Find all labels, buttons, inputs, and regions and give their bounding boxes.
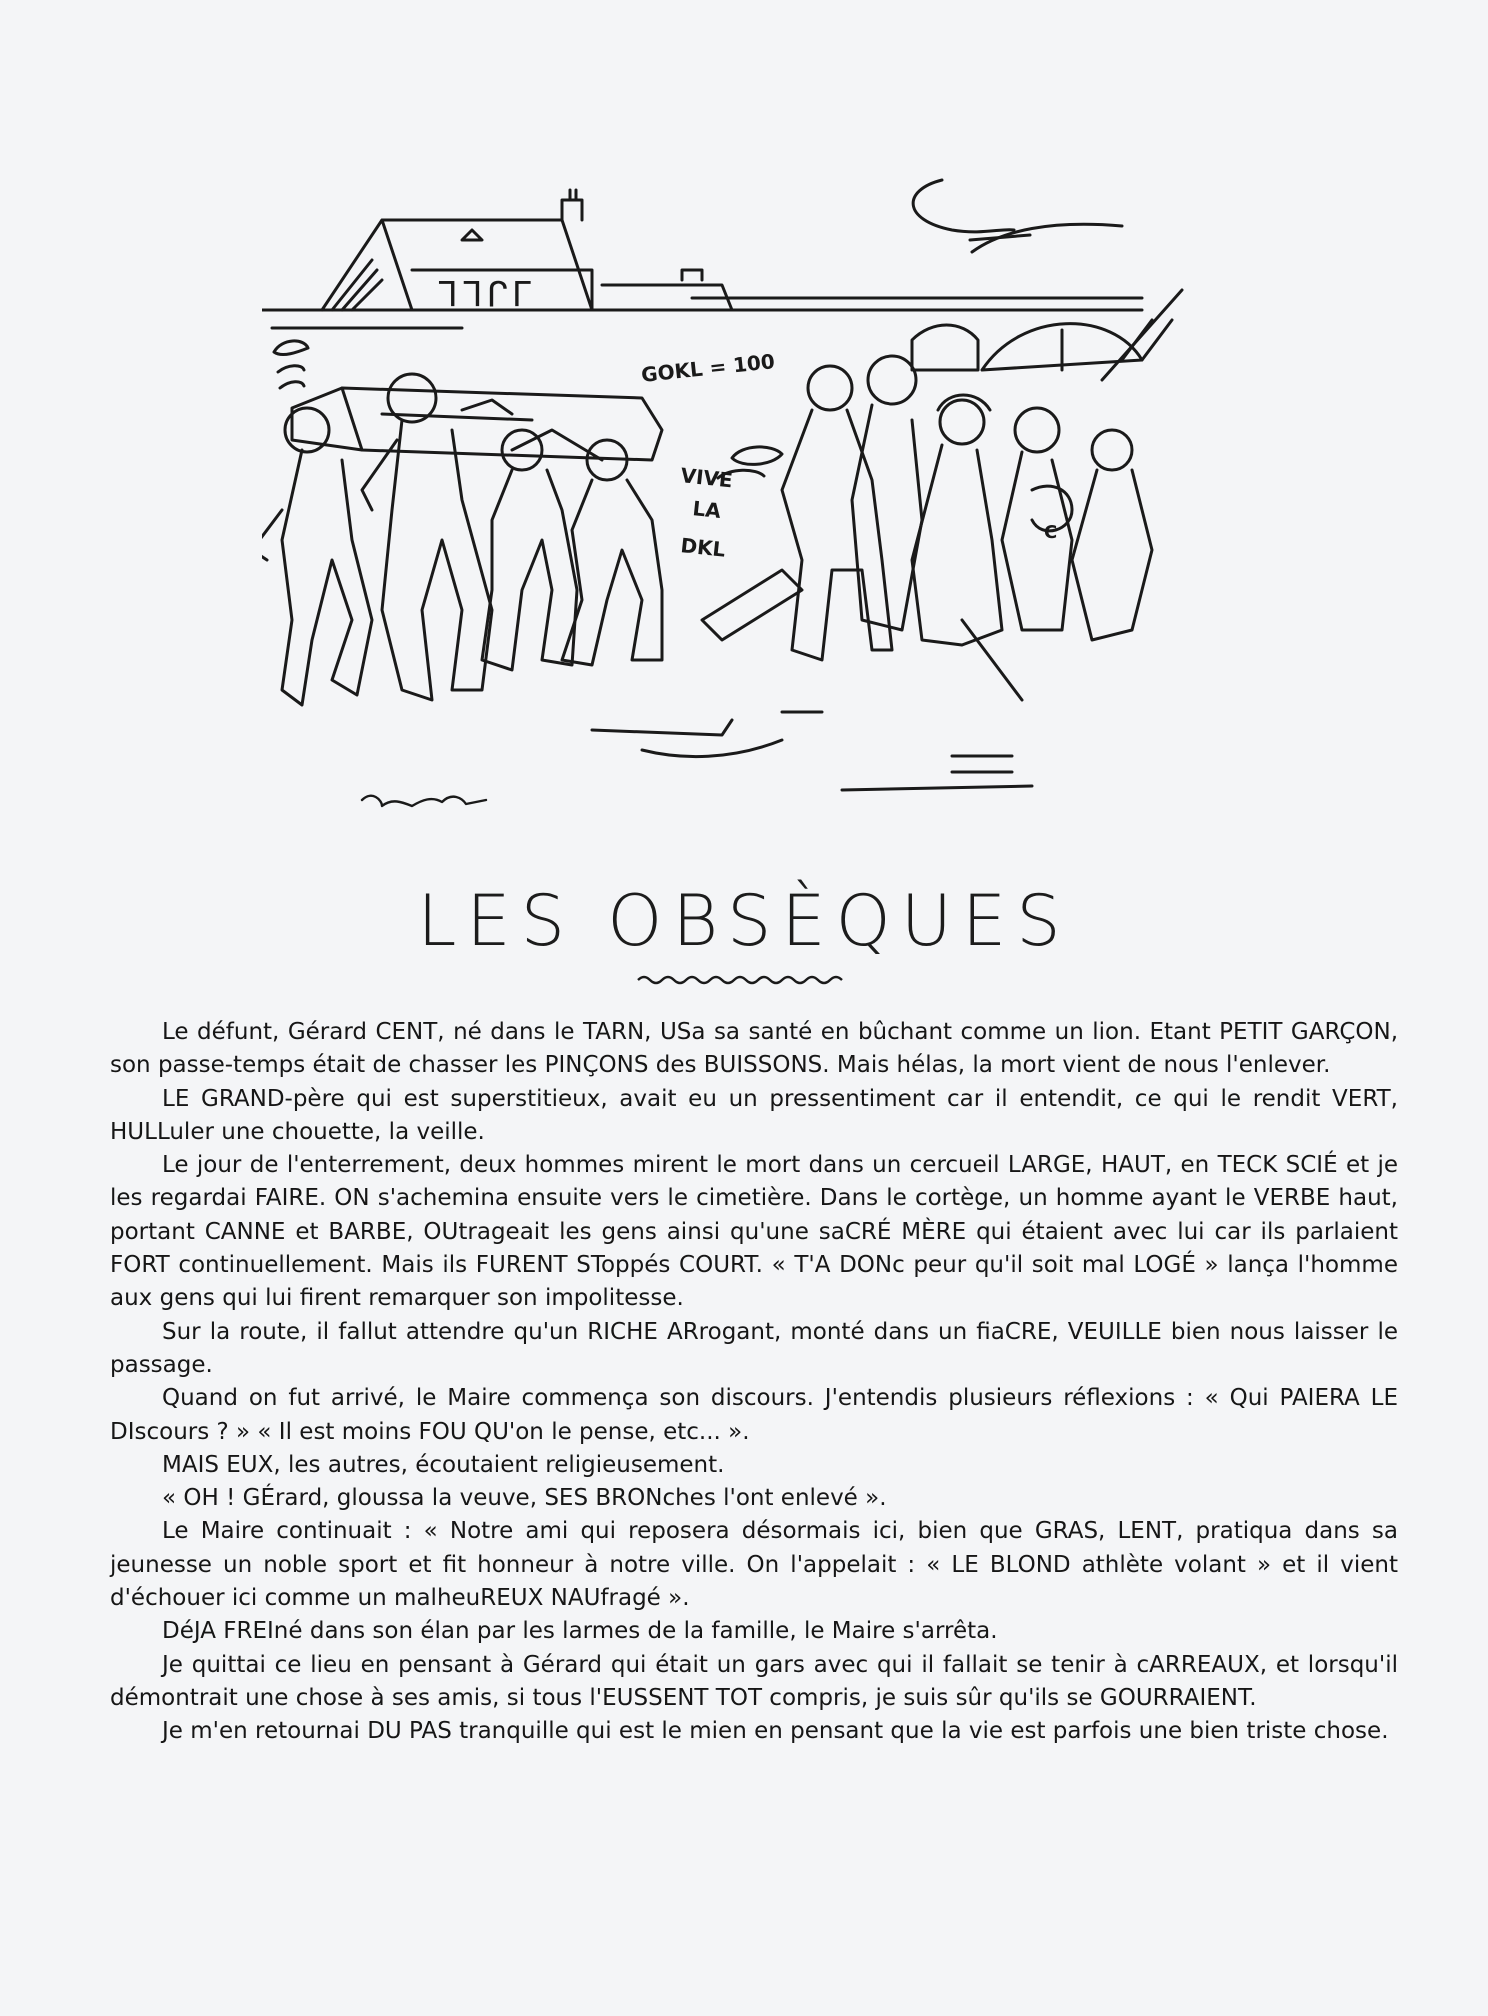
paragraph: Sur la route, il fallut attendre qu'un RICHE ARrogant, monté dans un fiaCRE, VEUILLE bien nous laisser le passage. [110, 1318, 1398, 1378]
house-sign: ᒣᒣᒋᒥ [437, 275, 535, 315]
coffin-drawing [292, 388, 662, 460]
paragraph: Je m'en retournai DU PAS tranquille qui est le mien en pensant que la vie est parfois une bien triste chose. [162, 1718, 1389, 1745]
paragraph: LE GRAND-père qui est superstitieux, avait eu un pressentiment car il entendit, ce qui le rendit VERT, HULLuler une chouette, la veille. [110, 1085, 1398, 1145]
paragraph: MAIS EUX, les autres, écoutaient religieusement. [162, 1451, 725, 1478]
coat-letter: C [1044, 522, 1058, 543]
paragraph: Le jour de l'enterrement, deux hommes mirent le mort dans un cercueil LARGE, HAUT, en TECK SCIÉ et je les regardai FAIRE. ON s'achemina ensuite vers le cimetière. Dans le cortège, un homme ayant le VERBE haut, portant CANNE et BARBE, OUtrageait les gens ainsi qu'une saCRÉ MÈRE qui étaient avec lui car ils parlaient FORT continuellement. Mais ils FURENT SToppés COURT. « T'A DONc peur qu'il soit mal LOGÉ » lança l'homme aux gens qui lui firent remarquer son impolitesse. [110, 1152, 1398, 1312]
paragraph: « OH ! GÉrard, gloussa la veuve, SES BRONches l'ont enlevé ». [162, 1485, 887, 1512]
graffiti-vive: VIVE [679, 463, 734, 493]
pallbearers-drawing [262, 374, 662, 705]
funeral-illustration [262, 160, 1222, 832]
paragraph: Le Maire continuait : « Notre ami qui reposera désormais ici, bien que GRAS, LENT, pratiqua dans sa jeunesse un noble sport et fit honneur à notre ville. On l'appelait : « LE BLOND athlète volant » et il vient d'échouer ici comme un malheuREUX NAUfragé ». [110, 1518, 1398, 1612]
paragraph: DéJA FREIné dans son élan par les larmes de la famille, le Maire s'arrêta. [162, 1618, 998, 1645]
article-body [110, 1016, 1398, 1749]
graffiti-la: LA [691, 496, 723, 523]
artist-signature [362, 796, 486, 806]
paragraph: Quand on fut arrivé, le Maire commença son discours. J'entendis plusieurs réflexions : « Qui PAIERA LE DIscours ? » « Il est moins FOU QU'on le pense, etc... ». [110, 1385, 1398, 1445]
graffiti-gokl: GOKL = 100 [640, 349, 776, 387]
title-underline-ornament [636, 972, 852, 988]
crowd-drawing [702, 290, 1182, 700]
paragraph: Je quittai ce lieu en pensant à Gérard qui était un gars avec qui il fallait se tenir à cARREAUX, et lorsqu'il démontrait une chose à ses amis, si tous l'EUSSENT TOT compris, je suis sûr qu'ils se GOURRAIENT. [110, 1651, 1398, 1711]
page-title: LES OBSÈQUES [417, 880, 1071, 962]
paragraph: Le défunt, Gérard CENT, né dans le TARN, USa sa santé en bûchant comme un lion. Etant PETIT GARÇON, son passe-temps était de chasser les PINÇONS des BUISSONS. Mais hélas, la mort vient de nous l'enlever. [110, 1019, 1398, 1079]
graffiti-dkl: DKL [679, 533, 727, 562]
